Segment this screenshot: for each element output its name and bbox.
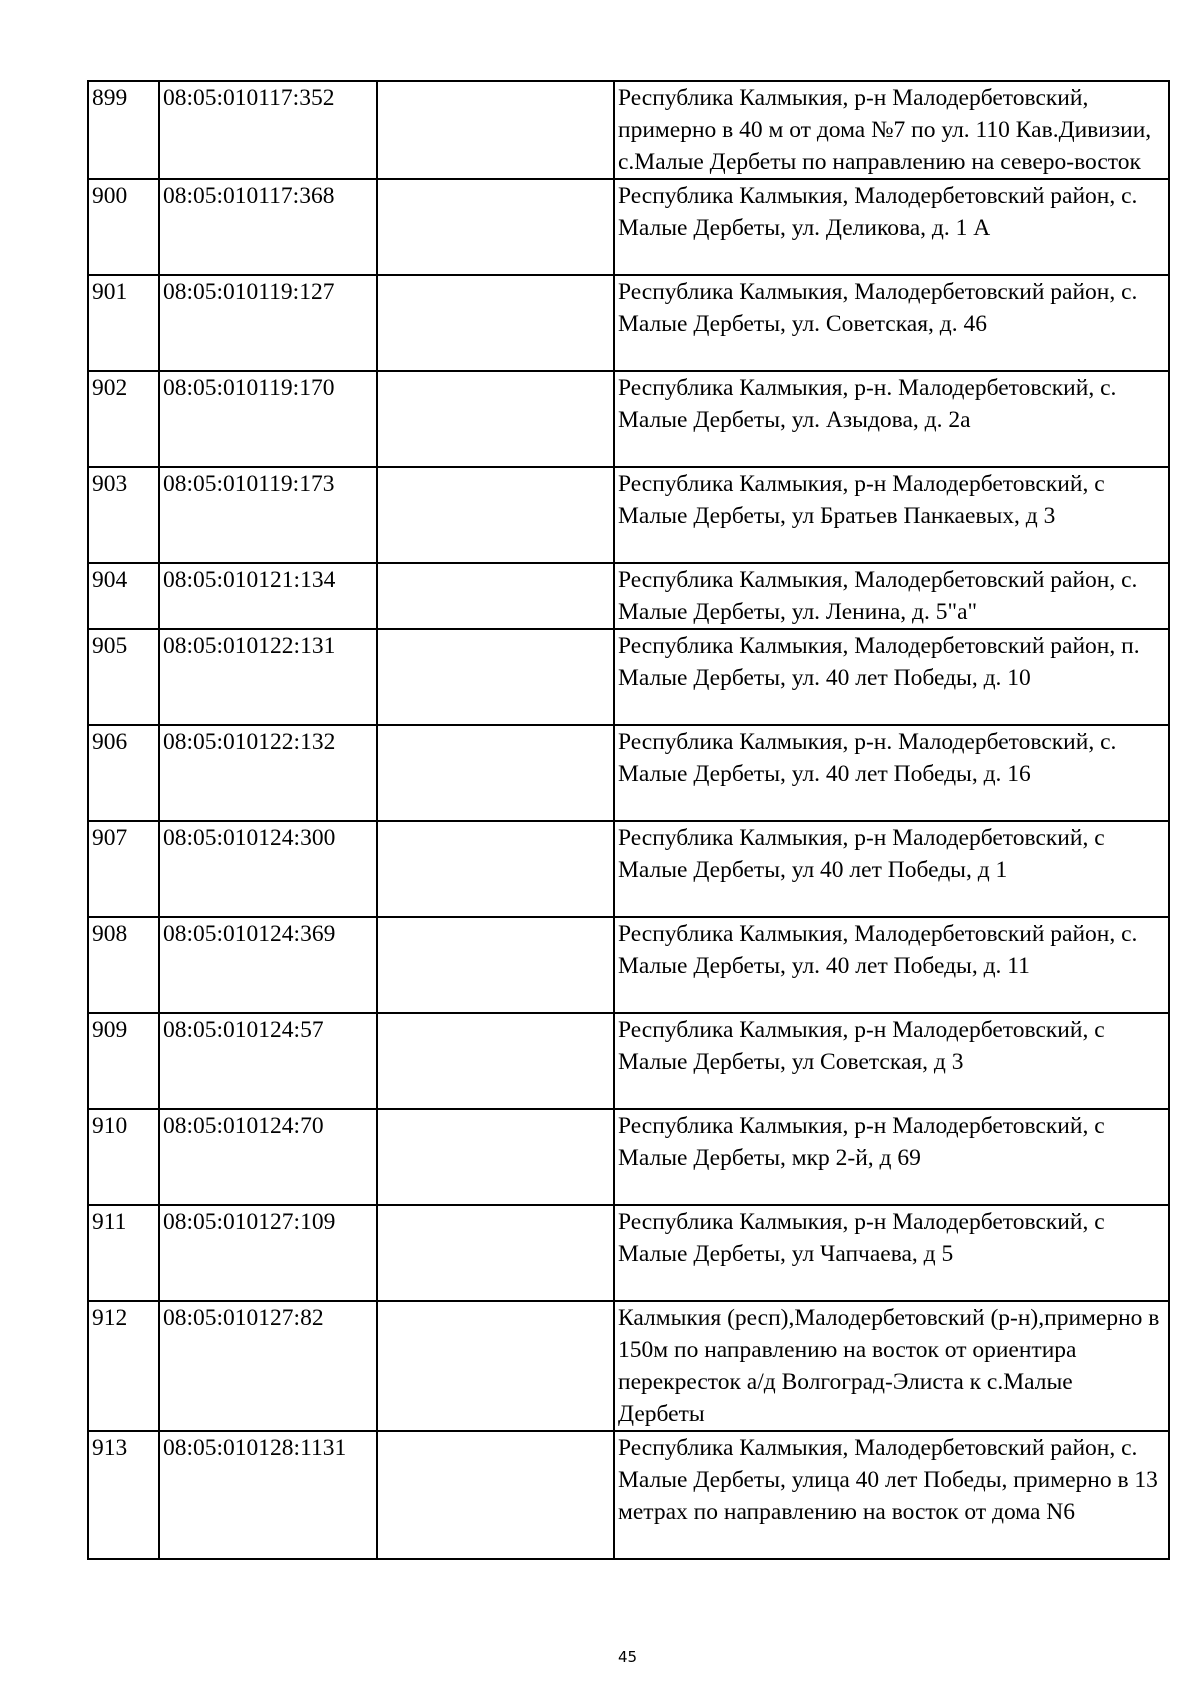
empty-cell — [377, 725, 614, 821]
table-row — [88, 1301, 1169, 1431]
cadastral-number: 08:05:010119:173 — [159, 467, 377, 563]
address-cell: Республика Калмыкия, р-н. Малодербетовский, с. Малые Дербеты, ул. 40 лет Победы, д. 16 — [614, 725, 1169, 821]
address-cell: Республика Калмыкия, р-н Малодербетовский, с Малые Дербеты, ул Чапчаева, д 5 — [614, 1205, 1169, 1301]
table-row — [88, 1013, 1169, 1109]
address-cell: Калмыкия (респ),Малодербетовский (р-н),примерно в 150м по направлению на восток от ориентира перекресток а/д Волгоград-Элиста к с.Малые Дербеты — [614, 1301, 1169, 1431]
row-number: 910 — [88, 1109, 159, 1205]
empty-cell — [377, 275, 614, 371]
cadastral-number: 08:05:010121:134 — [159, 563, 377, 629]
table-row — [88, 629, 1169, 725]
empty-cell — [377, 629, 614, 725]
row-number: 902 — [88, 371, 159, 467]
table-row — [88, 81, 1169, 179]
address-cell: Республика Калмыкия, Малодербетовский район, с. Малые Дербеты, ул. Ленина, д. 5"а" — [614, 563, 1169, 629]
empty-cell — [377, 371, 614, 467]
table-row — [88, 179, 1169, 275]
cadastral-number: 08:05:010128:1131 — [159, 1431, 377, 1559]
cadastral-number: 08:05:010127:82 — [159, 1301, 377, 1431]
row-number: 907 — [88, 821, 159, 917]
table-row — [88, 467, 1169, 563]
empty-cell — [377, 1431, 614, 1559]
empty-cell — [377, 917, 614, 1013]
cadastral-number: 08:05:010124:369 — [159, 917, 377, 1013]
table-row — [88, 1205, 1169, 1301]
address-cell: Республика Калмыкия, р-н Малодербетовский, с Малые Дербеты, ул Братьев Панкаевых, д 3 — [614, 467, 1169, 563]
cadastral-number: 08:05:010119:170 — [159, 371, 377, 467]
row-number: 899 — [88, 81, 159, 179]
empty-cell — [377, 467, 614, 563]
empty-cell — [377, 1301, 614, 1431]
empty-cell — [377, 563, 614, 629]
address-cell: Республика Калмыкия, р-н Малодербетовский, с Малые Дербеты, ул Советская, д 3 — [614, 1013, 1169, 1109]
empty-cell — [377, 1205, 614, 1301]
cadastral-number: 08:05:010124:70 — [159, 1109, 377, 1205]
cadastral-number: 08:05:010122:132 — [159, 725, 377, 821]
row-number: 911 — [88, 1205, 159, 1301]
table-row — [88, 917, 1169, 1013]
address-cell: Республика Калмыкия, Малодербетовский район, с. Малые Дербеты, улица 40 лет Победы, примерно в 13 метрах по направлению на восток от дома N6 — [614, 1431, 1169, 1559]
row-number: 909 — [88, 1013, 159, 1109]
cadastral-number: 08:05:010127:109 — [159, 1205, 377, 1301]
cadastral-number: 08:05:010124:300 — [159, 821, 377, 917]
table-row — [88, 725, 1169, 821]
cadastral-number: 08:05:010119:127 — [159, 275, 377, 371]
row-number: 905 — [88, 629, 159, 725]
table-row — [88, 1431, 1169, 1559]
table-row — [88, 371, 1169, 467]
empty-cell — [377, 1109, 614, 1205]
row-number: 903 — [88, 467, 159, 563]
row-number: 906 — [88, 725, 159, 821]
address-cell: Республика Калмыкия, Малодербетовский район, с. Малые Дербеты, ул. 40 лет Победы, д. 11 — [614, 917, 1169, 1013]
row-number: 904 — [88, 563, 159, 629]
address-cell: Республика Калмыкия, р-н Малодербетовский, с Малые Дербеты, мкр 2-й, д 69 — [614, 1109, 1169, 1205]
address-cell: Республика Калмыкия, р-н Малодербетовский, примерно в 40 м от дома №7 по ул. 110 Кав.Дивизии, с.Малые Дербеты по направлению на северо-восток — [614, 81, 1169, 179]
row-number: 912 — [88, 1301, 159, 1431]
address-cell: Республика Калмыкия, Малодербетовский район, п. Малые Дербеты, ул. 40 лет Победы, д. 10 — [614, 629, 1169, 725]
empty-cell — [377, 179, 614, 275]
cadastral-number: 08:05:010117:368 — [159, 179, 377, 275]
property-registry-table — [87, 80, 1170, 1560]
address-cell: Республика Калмыкия, р-н. Малодербетовский, с. Малые Дербеты, ул. Азыдова, д. 2а — [614, 371, 1169, 467]
address-cell: Республика Калмыкия, Малодербетовский район, с. Малые Дербеты, ул. Деликова, д. 1 А — [614, 179, 1169, 275]
table-row — [88, 563, 1169, 629]
row-number: 900 — [88, 179, 159, 275]
empty-cell — [377, 1013, 614, 1109]
row-number: 901 — [88, 275, 159, 371]
table-row — [88, 275, 1169, 371]
page-number: 45 — [617, 1648, 638, 1666]
empty-cell — [377, 81, 614, 179]
cadastral-number: 08:05:010124:57 — [159, 1013, 377, 1109]
empty-cell — [377, 821, 614, 917]
row-number: 908 — [88, 917, 159, 1013]
cadastral-number: 08:05:010122:131 — [159, 629, 377, 725]
table-row — [88, 1109, 1169, 1205]
cadastral-number: 08:05:010117:352 — [159, 81, 377, 179]
table-row — [88, 821, 1169, 917]
address-cell: Республика Калмыкия, Малодербетовский район, с. Малые Дербеты, ул. Советская, д. 46 — [614, 275, 1169, 371]
address-cell: Республика Калмыкия, р-н Малодербетовский, с Малые Дербеты, ул 40 лет Победы, д 1 — [614, 821, 1169, 917]
row-number: 913 — [88, 1431, 159, 1559]
